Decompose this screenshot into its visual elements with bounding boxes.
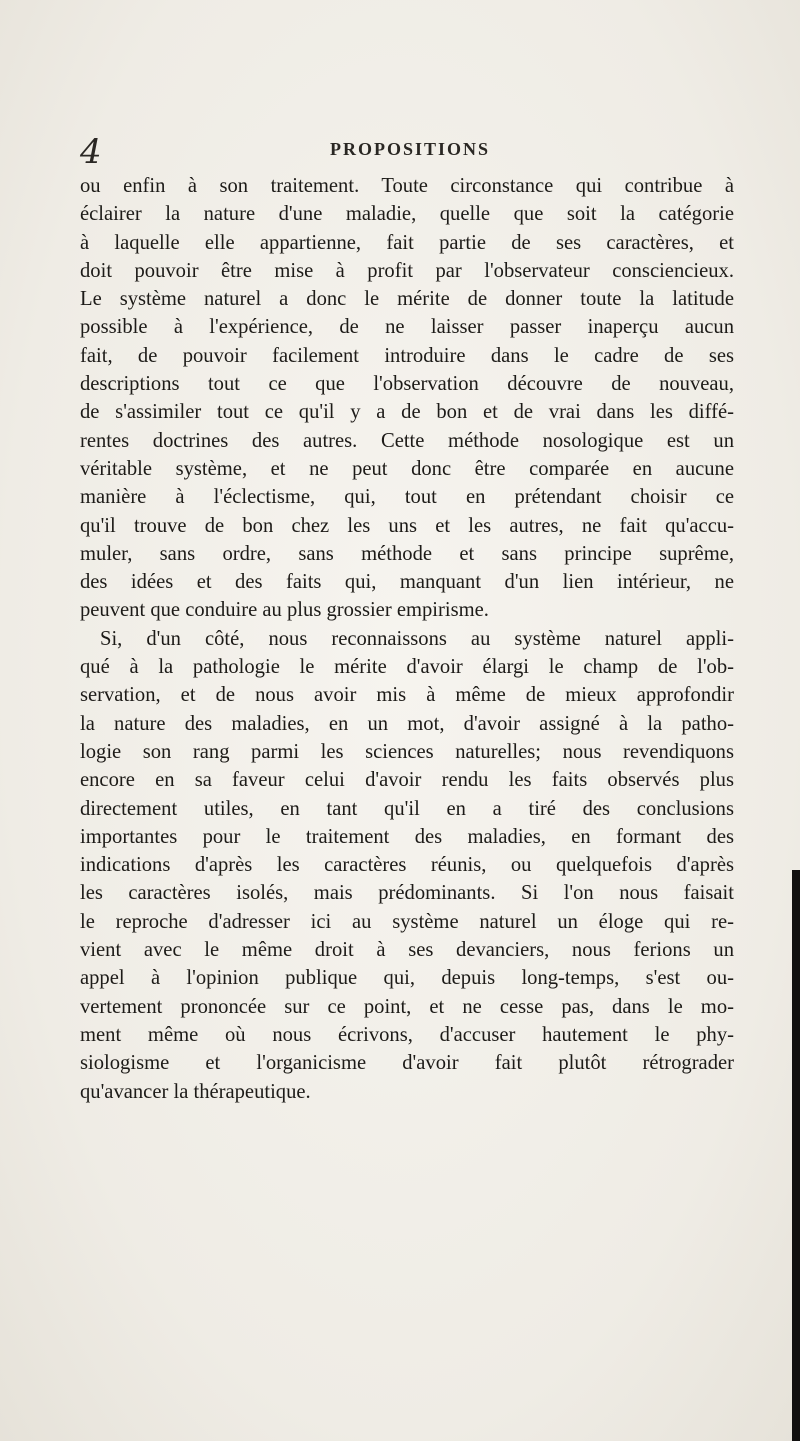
text-line: de s'assimiler tout ce qu'il y a de bon et de vrai dans les diffé- [80, 401, 734, 424]
text-line: Le système naturel a donc le mérite de donner toute la latitude [80, 288, 734, 311]
text-line: ment même où nous écrivons, d'accuser hautement le phy- [80, 1023, 734, 1046]
text-line: éclairer la nature d'une maladie, quelle que soit la catégorie [80, 203, 734, 226]
text-line: ou enfin à son traitement. Toute circonstance qui contribue à [80, 175, 734, 197]
text-line: des idées et des faits qui, manquant d'un lien intérieur, ne [80, 571, 734, 594]
text-line: siologisme et l'organicisme d'avoir fait plutôt rétrograder [80, 1052, 734, 1075]
text-line: muler, sans ordre, sans méthode et sans principe suprême, [80, 542, 734, 565]
text-line: directement utiles, en tant qu'il en a tiré des conclusions [80, 797, 734, 820]
page-header [80, 132, 730, 172]
text-line: vient avec le même droit à ses devanciers, nous ferions un [80, 939, 734, 962]
text-line: qu'il trouve de bon chez les uns et les autres, ne fait qu'accu- [80, 514, 734, 537]
text-line: rentes doctrines des autres. Cette méthode nosologique est un [80, 429, 734, 452]
text-line: manière à l'éclectisme, qui, tout en prétendant choisir ce [80, 486, 734, 509]
text-line: véritable système, et ne peut donc être comparée en aucune [80, 457, 734, 480]
page-number: 4 [80, 132, 102, 172]
running-head: PROPOSITIONS [329, 139, 491, 159]
text-line: indications d'après les caractères réunis, ou quelquefois d'après [80, 854, 734, 877]
text-line: importantes pour le traitement des maladies, en formant des [80, 825, 734, 848]
text-line: le reproche d'adresser ici au système naturel un éloge qui re- [80, 910, 734, 933]
text-line: encore en sa faveur celui d'avoir rendu les faits observés plus [80, 769, 734, 792]
text-line: qu'avancer la thérapeutique. [80, 1080, 311, 1103]
text-line: logie son rang parmi les sciences naturelles; nous revendiquons [80, 740, 734, 763]
text-line: la nature des maladies, en un mot, d'avoir assigné à la patho- [80, 712, 734, 735]
text-line: vertement prononcée sur ce point, et ne cesse pas, dans le mo- [80, 995, 734, 1018]
text-line: appel à l'opinion publique qui, depuis long-temps, s'est ou- [80, 967, 734, 990]
paragraph-start-line: Si, d'un côté, nous reconnaissons au système naturel appli- [100, 627, 734, 650]
text-line: descriptions tout ce que l'observation découvre de nouveau, [80, 373, 734, 396]
text-line: servation, et de nous avoir mis à même de mieux approfondir [80, 684, 734, 707]
text-line: à laquelle elle appartienne, fait partie de ses caractères, et [80, 231, 734, 254]
text-line: qué à la pathologie le mérite d'avoir élargi le champ de l'ob- [80, 656, 734, 679]
body-text [80, 172, 734, 1106]
page-edge-shadow [792, 870, 800, 1441]
text-line: doit pouvoir être mise à profit par l'observateur consciencieux. [80, 259, 734, 282]
text-line: possible à l'expérience, de ne laisser passer inaperçu aucun [80, 316, 734, 339]
text-line: peuvent que conduire au plus grossier empirisme. [80, 599, 489, 622]
text-line: fait, de pouvoir facilement introduire dans le cadre de ses [80, 344, 734, 367]
text-line: les caractères isolés, mais prédominants. Si l'on nous faisait [80, 882, 734, 905]
